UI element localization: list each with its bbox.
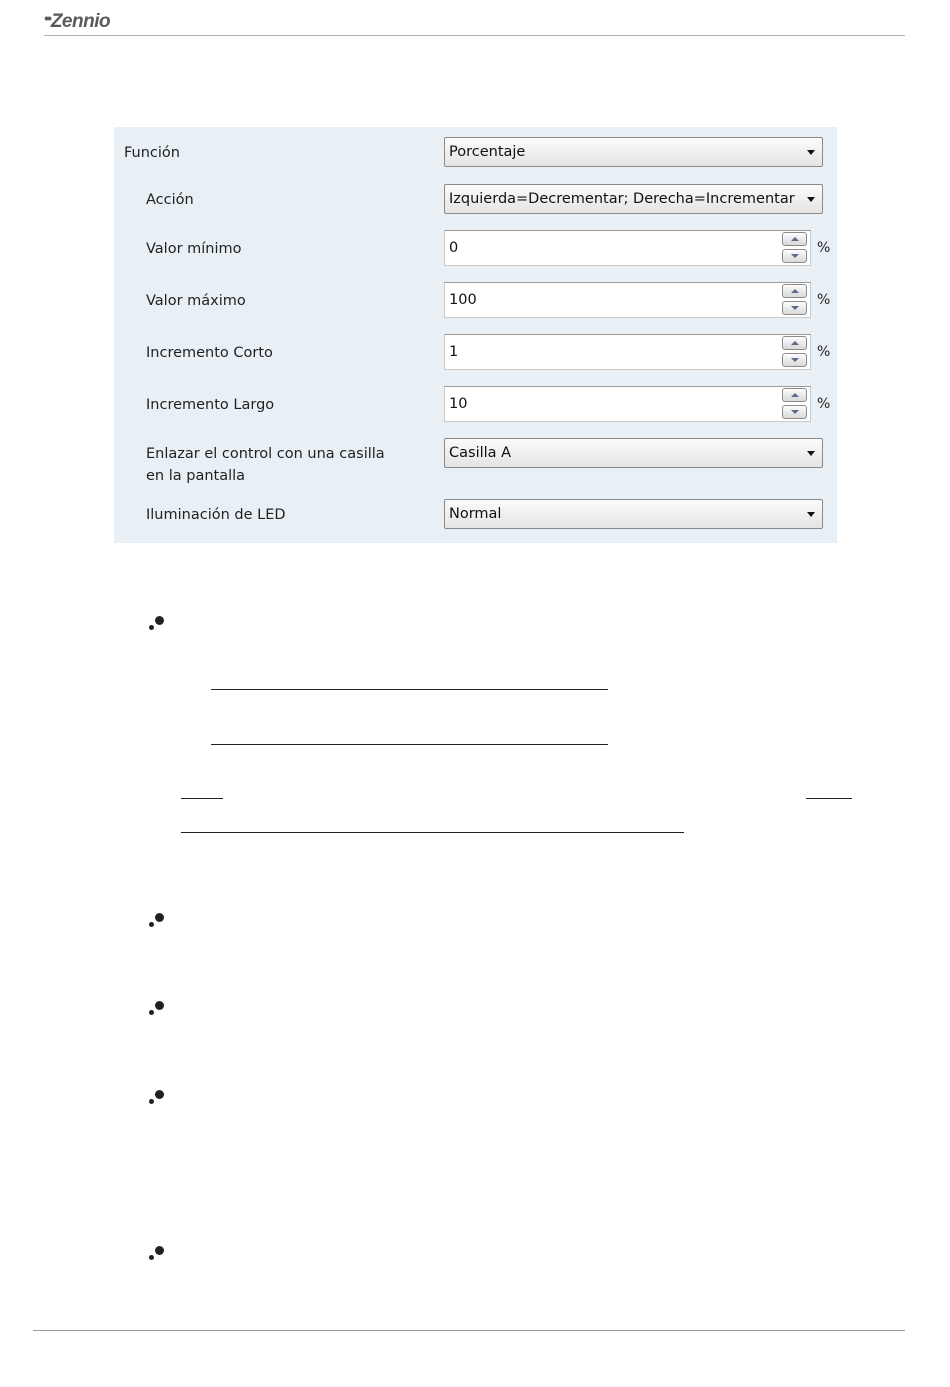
underline-rule xyxy=(181,798,223,799)
underline-rule xyxy=(806,798,852,799)
valor-maximo-stepper xyxy=(782,283,808,317)
underline-rule xyxy=(211,744,608,745)
arrow-down-icon xyxy=(791,306,799,310)
incremento-largo-stepper xyxy=(782,387,808,421)
arrow-down-icon xyxy=(791,358,799,362)
incremento-corto-unit: % xyxy=(817,344,831,360)
incremento-largo-label: Incremento Largo xyxy=(146,397,275,413)
bullet-icon xyxy=(149,616,165,630)
funcion-dropdown[interactable] xyxy=(444,137,823,167)
arrow-up-icon xyxy=(791,393,799,397)
iluminacion-value: Normal xyxy=(449,506,502,522)
accion-value: Izquierda=Decrementar; Derecha=Incrementar xyxy=(449,191,795,207)
valor-maximo-label: Valor máximo xyxy=(146,293,246,309)
chevron-down-icon xyxy=(807,512,815,517)
increment-button[interactable] xyxy=(782,388,807,402)
accion-dropdown[interactable] xyxy=(444,184,823,214)
enlazar-value: Casilla A xyxy=(449,445,512,461)
incremento-corto-label: Incremento Corto xyxy=(146,345,273,361)
iluminacion-dropdown[interactable] xyxy=(444,499,823,529)
decrement-button[interactable] xyxy=(782,249,807,263)
bullet-icon xyxy=(149,913,165,927)
incremento-largo-unit: % xyxy=(817,396,831,412)
valor-minimo-unit: % xyxy=(817,240,831,256)
incremento-corto-stepper xyxy=(782,335,808,369)
decrement-button[interactable] xyxy=(782,405,807,419)
underline-rule xyxy=(181,832,684,833)
logo-dots: •• xyxy=(44,10,50,26)
underline-rule xyxy=(211,689,608,690)
valor-minimo-stepper xyxy=(782,231,808,265)
enlazar-dropdown[interactable] xyxy=(444,438,823,468)
chevron-down-icon xyxy=(807,197,815,202)
enlazar-label-line1: Enlazar el control con una casilla xyxy=(146,446,385,462)
incremento-corto-input[interactable]: 1 xyxy=(444,334,811,370)
zennio-logo xyxy=(44,10,110,33)
funcion-value: Porcentaje xyxy=(449,144,526,160)
increment-button[interactable] xyxy=(782,284,807,298)
arrow-up-icon xyxy=(791,237,799,241)
accion-label: Acción xyxy=(146,192,194,208)
parameters-panel xyxy=(114,127,837,543)
arrow-up-icon xyxy=(791,341,799,345)
valor-minimo-input[interactable]: 0 xyxy=(444,230,811,266)
increment-button[interactable] xyxy=(782,232,807,246)
decrement-button[interactable] xyxy=(782,353,807,367)
bullet-icon xyxy=(149,1246,165,1260)
logo-text: Zennio xyxy=(50,11,111,32)
bullet-icon xyxy=(149,1090,165,1104)
enlazar-label-line2: en la pantalla xyxy=(146,468,246,484)
decrement-button[interactable] xyxy=(782,301,807,315)
bullet-icon xyxy=(149,1001,165,1015)
valor-minimo-label: Valor mínimo xyxy=(146,241,242,257)
chevron-down-icon xyxy=(807,150,815,155)
iluminacion-label: Iluminación de LED xyxy=(146,507,286,523)
footer-divider xyxy=(33,1330,905,1331)
incremento-largo-input[interactable]: 10 xyxy=(444,386,811,422)
chevron-down-icon xyxy=(807,451,815,456)
arrow-down-icon xyxy=(791,410,799,414)
arrow-down-icon xyxy=(791,254,799,258)
header-divider xyxy=(44,35,905,36)
funcion-label: Función xyxy=(124,145,180,161)
increment-button[interactable] xyxy=(782,336,807,350)
valor-maximo-unit: % xyxy=(817,292,831,308)
valor-maximo-input[interactable]: 100 xyxy=(444,282,811,318)
arrow-up-icon xyxy=(791,289,799,293)
